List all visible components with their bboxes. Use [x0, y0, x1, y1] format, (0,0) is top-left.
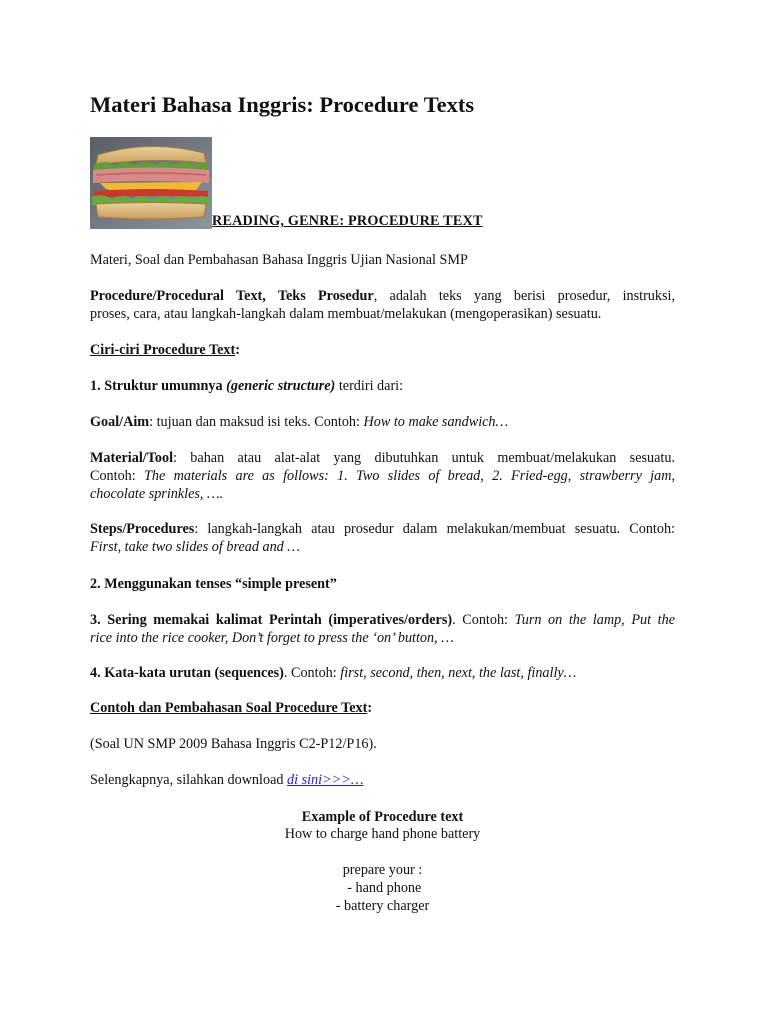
ciri-colon: :: [235, 342, 240, 358]
goal-label: Goal/Aim: [90, 414, 150, 430]
point-3-example-cont: rice into the rice cooker, Don’t forget to press the ‘on’ button, …: [90, 630, 454, 646]
page-title: Materi Bahasa Inggris: Procedure Texts: [90, 92, 475, 117]
ciri-heading-text: Ciri-ciri Procedure Text: [90, 342, 236, 358]
goal-paragraph: [90, 413, 675, 431]
prepare-item-hand-phone: - hand phone: [343, 880, 422, 896]
example-subtitle: How to charge hand phone battery: [284, 826, 481, 842]
download-line: [90, 771, 675, 789]
contoh-colon: :: [367, 700, 373, 716]
prepare-item-battery-charger: - battery charger: [335, 898, 430, 914]
download-text: Selengkapnya, silahkan download: [90, 772, 288, 788]
ciri-heading: [90, 341, 675, 359]
point-3-example: Turn on the lamp, Put the: [514, 612, 676, 628]
download-link[interactable]: di sini>>>…: [287, 772, 364, 788]
sandwich-image: [90, 137, 212, 229]
point-1-rest: terdiri dari:: [335, 378, 404, 394]
point-3-text: . Contoh:: [452, 612, 515, 628]
definition-line2: proses, cara, atau langkah-langkah dalam membuat/melakukan (mengoperasikan) sesuatu.: [90, 306, 602, 322]
material-label: Material/Tool: [90, 450, 174, 466]
contoh-heading: [90, 699, 675, 717]
intro-text: Materi, Soal dan Pembahasan Bahasa Inggris Ujian Nasional SMP: [90, 252, 468, 268]
material-example-cont: chocolate sprinkles, ….: [90, 486, 224, 502]
definition-term: Procedure/Procedural Text, Teks Prosedur: [90, 288, 374, 304]
material-paragraph: [90, 449, 675, 503]
steps-paragraph: [90, 520, 675, 556]
point-1-bold: 1. Struktur umumnya: [90, 378, 227, 394]
example-heading-text: Example of Procedure text: [301, 809, 464, 825]
point-4-text: . Contoh:: [283, 665, 341, 681]
example-heading: [90, 808, 675, 826]
steps-text: : langkah-langkah atau prosedur dalam melakukan/membuat sesuatu. Contoh:: [194, 521, 675, 537]
goal-example: How to make sandwich…: [363, 414, 509, 430]
point-4-bold: 4. Kata-kata urutan (sequences): [90, 665, 284, 681]
material-text: : bahan atau alat-alat yang dibutuhkan untuk membuat/melakukan sesuatu.: [173, 450, 675, 466]
reading-heading: READING, GENRE: PROCEDURE TEXT: [212, 213, 483, 229]
definition-paragraph: [90, 287, 675, 323]
goal-text: : tujuan dan maksud isi teks. Contoh:: [149, 414, 364, 430]
prepare-label: prepare your :: [342, 862, 423, 878]
point-4-example: first, second, then, next, the last, finally…: [340, 665, 577, 681]
point-2-text: 2. Menggunakan tenses “simple present”: [90, 576, 337, 592]
soal-text: (Soal UN SMP 2009 Bahasa Inggris C2-P12/P16).: [90, 736, 377, 752]
point-3: [90, 611, 675, 647]
steps-example: First, take two slides of bread and …: [90, 539, 300, 555]
steps-label: Steps/Procedures: [90, 521, 195, 537]
point-1: [90, 377, 675, 395]
definition-text: , adalah teks yang berisi prosedur, instruksi,: [373, 288, 675, 304]
contoh-heading-text: Contoh dan Pembahasan Soal Procedure Text: [90, 700, 368, 716]
point-4: [90, 664, 675, 682]
material-contoh: Contoh:: [90, 468, 145, 484]
point-3-bold: 3. Sering memakai kalimat Perintah (imperatives/orders): [90, 612, 453, 628]
point-2: [90, 575, 675, 593]
point-1-italic: (generic structure): [226, 378, 336, 394]
material-example: The materials are as follows: 1. Two slides of bread, 2. Fried-egg, strawberry jam,: [144, 468, 675, 484]
